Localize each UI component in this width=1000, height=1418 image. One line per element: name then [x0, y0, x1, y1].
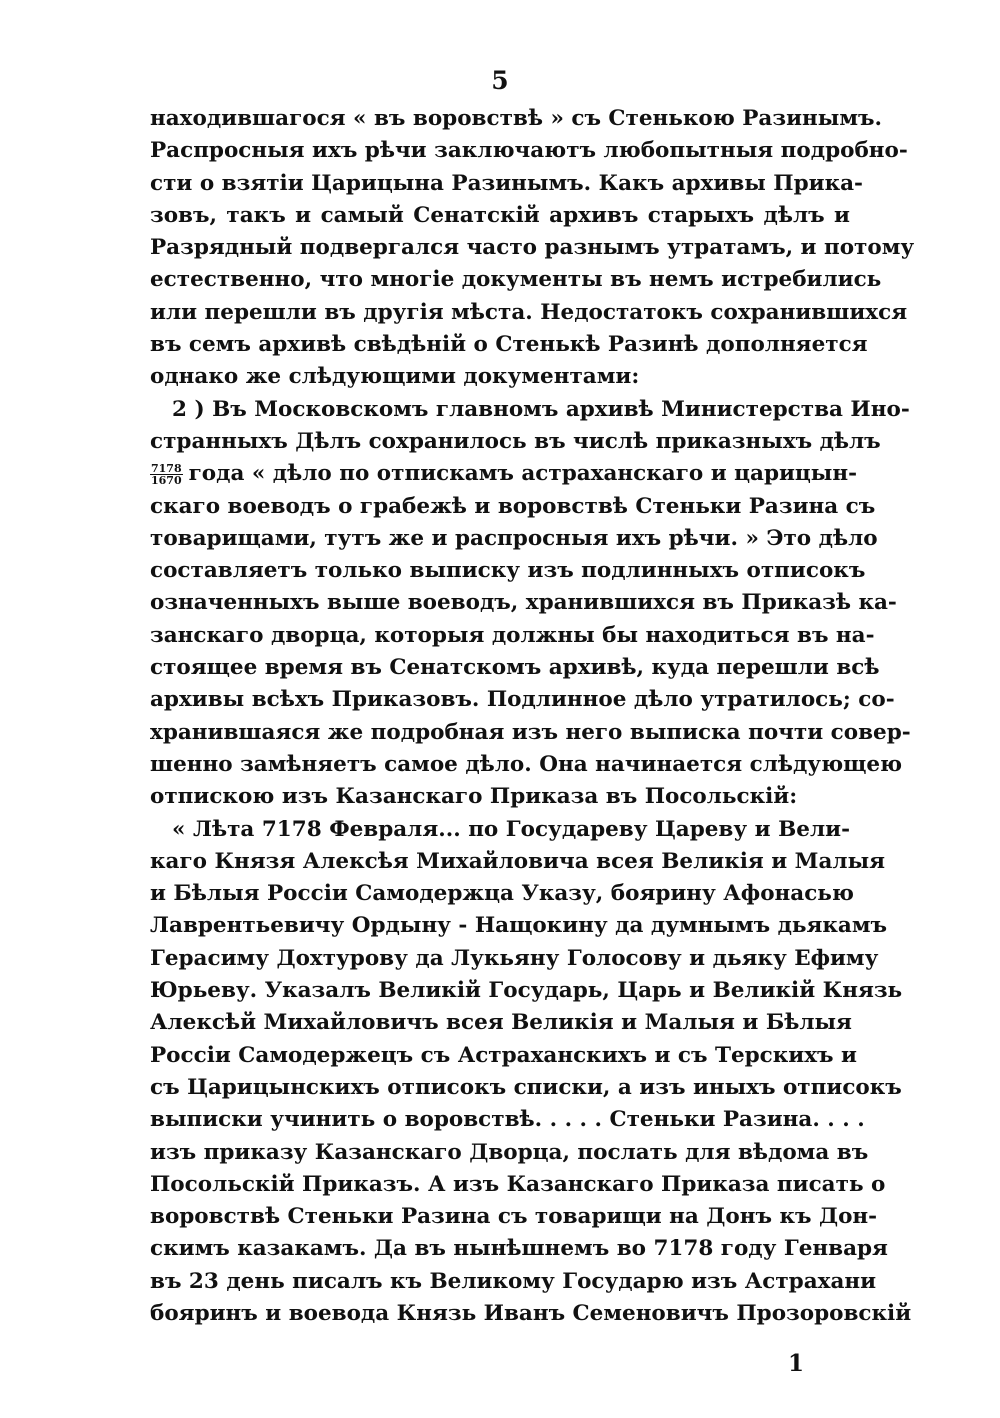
text-line: Алексѣй Михайловичъ всея Великія и Малыя и Бѣлыя: [150, 1010, 852, 1036]
text-line: скимъ казакамъ. Да въ нынѣшнемъ во 7178 году Генваря: [150, 1236, 888, 1262]
text-line: въ 23 день писалъ къ Великому Государю изъ Астрахани: [150, 1268, 877, 1294]
text-line: зовъ, такъ и самый Сенатскій архивъ старыхъ дѣлъ и: [150, 202, 850, 228]
text-line: странныхъ Дѣлъ сохранилось въ числѣ приказныхъ дѣлъ: [150, 428, 881, 454]
text-line: каго Князя Алексѣя Михайловича всея Великія и Малыя: [150, 848, 886, 874]
text-line-content: года « дѣло по отпискамъ астраханскаго и царицын-: [188, 461, 858, 487]
text-body: [150, 103, 915, 1330]
text-line: Посольскій Приказъ. А изъ Казанскаго Приказа писать о: [150, 1171, 886, 1197]
text-line: Разрядный подвергался часто разнымъ утратамъ, и потому: [150, 235, 915, 261]
text-line: воровствѣ Стеньки Разина съ товарищи на Донъ къ Дон-: [150, 1204, 878, 1230]
text-line: бояринъ и воевода Князь Иванъ Семеновичъ Прозоровскій: [150, 1300, 912, 1326]
text-line: Юрьеву. Указалъ Великій Государь, Царь и Великій Князь: [150, 978, 903, 1004]
text-line: Лаврентьевичу Ордыну - Нащокину да думнымъ дьякамъ: [150, 913, 888, 939]
text-line: изъ приказу Казанскаго Дворца, послать для вѣдома въ: [150, 1139, 869, 1165]
year-fraction: [150, 463, 183, 486]
text-line: съ Царицынскихъ отписокъ списки, а изъ иныхъ отписокъ: [150, 1074, 902, 1100]
text-line: сти о взятіи Царицына Разинымъ. Какъ архивы Прика-: [150, 170, 863, 196]
page-number: 5: [491, 66, 509, 95]
text-line: естественно, что многіе документы въ немъ истребились: [150, 267, 882, 293]
text-line: Россіи Самодержецъ съ Астраханскихъ и съ Терскихъ и: [150, 1042, 857, 1068]
text-line: и Бѣлыя Россіи Самодержца Указу, боярину Афонасью: [150, 881, 854, 907]
text-line: Герасиму Дохтурову да Лукьяну Голосову и дьяку Ефиму: [150, 945, 879, 971]
year-fraction-bottom: 1670: [151, 473, 182, 487]
text-line: выписки учинить о воровствѣ. . . . . Стеньки Разина. . . .: [150, 1107, 865, 1133]
text-line: отпискою изъ Казанскаго Приказа въ Посольскій:: [150, 784, 798, 810]
text-line: 2 ) Въ Московскомъ главномъ архивѣ Министерства Ино-: [172, 396, 910, 422]
text-line: скаго воеводъ о грабежѣ и воровствѣ Стеньки Разина съ: [150, 493, 876, 519]
text-line-with-year: [150, 458, 858, 490]
text-line: шенно замѣняетъ самое дѣло. Она начинается слѣдующею: [150, 751, 903, 777]
text-line: стоящее время въ Сенатскомъ архивѣ, куда перешли всѣ: [150, 655, 880, 681]
text-line: составляетъ только выписку изъ подлинныхъ отписокъ: [150, 558, 866, 584]
text-line: товарищами, тутъ же и распросныя ихъ рѣчи. » Это дѣло: [150, 525, 878, 551]
text-line: « Лѣта 7178 Февраля... по Государеву Цареву и Вели-: [172, 816, 850, 842]
text-line: Распросныя ихъ рѣчи заключаютъ любопытныя подробно-: [150, 138, 908, 164]
text-line: находившагося « въ воровствѣ » съ Стенькою Разинымъ.: [150, 106, 882, 131]
signature-mark: 1: [788, 1350, 805, 1377]
text-line: архивы всѣхъ Приказовъ. Подлинное дѣло утратилось; со-: [150, 687, 895, 713]
text-line: означенныхъ выше воеводъ, хранившихся въ Приказѣ ка-: [150, 590, 897, 616]
text-line: или перешли въ другія мѣста. Недостатокъ сохранившихся: [150, 299, 908, 325]
text-line: занскаго дворца, которыя должны бы находиться въ на-: [150, 622, 875, 648]
text-line: хранившаяся же подробная изъ него выписка почти совер-: [150, 719, 911, 745]
text-line: однако же слѣдующими документами:: [150, 364, 640, 390]
year-fraction-top: 7178: [151, 461, 182, 475]
text-line: въ семъ архивѣ свѣдѣній о Стенькѣ Разинѣ дополняется: [150, 332, 868, 358]
